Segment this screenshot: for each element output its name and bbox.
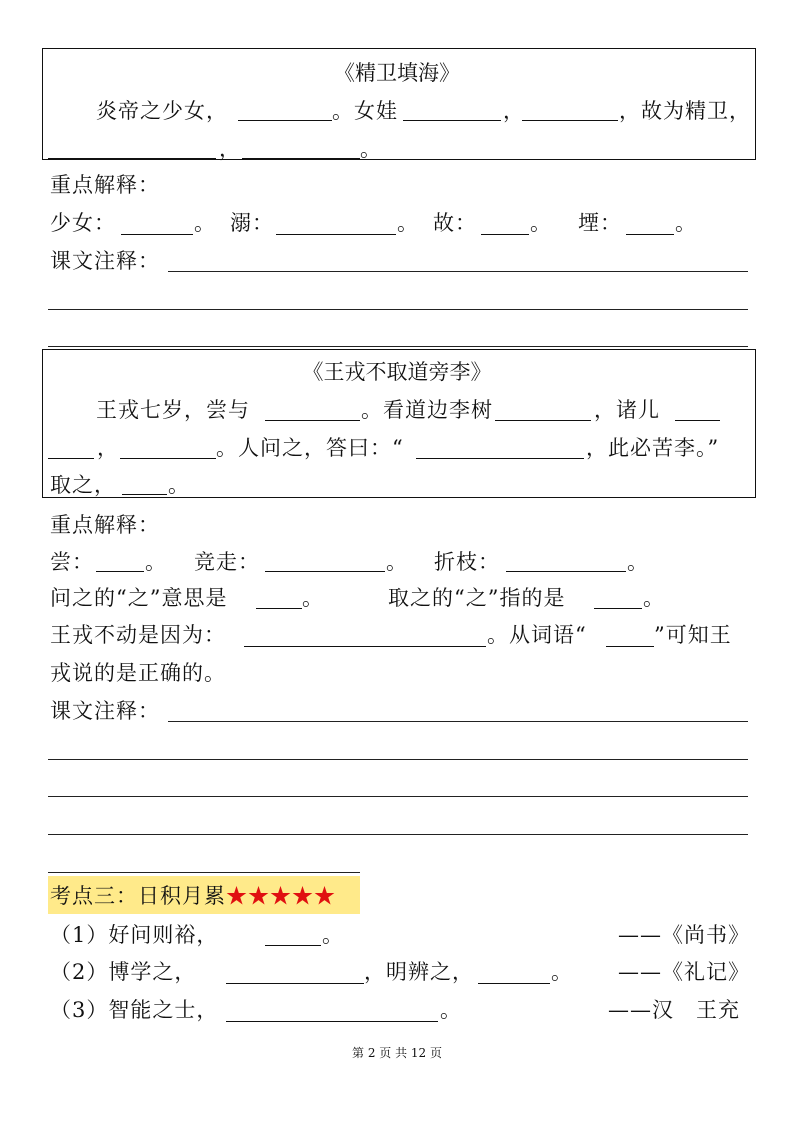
period: 。 — [386, 550, 408, 574]
blank-input[interactable] — [48, 458, 94, 459]
word-yin: 堙： — [578, 211, 622, 235]
wangrong-line1-a: 王戎七岁，尝与 — [96, 398, 250, 422]
key-explanation-heading: 重点解释： — [50, 513, 160, 537]
jingwei-title: 《精卫填海》 — [334, 61, 460, 85]
blank-input[interactable] — [256, 608, 302, 609]
annotation-writing-line[interactable] — [168, 271, 748, 272]
wangrong-line2-b: 。人问之，答曰：“ — [216, 436, 404, 460]
blank-input[interactable] — [242, 158, 360, 159]
blank-input[interactable] — [121, 234, 193, 235]
blank-input[interactable] — [481, 234, 529, 235]
annotation-writing-line[interactable] — [48, 346, 748, 347]
period: 。 — [675, 211, 697, 235]
period: 。 — [551, 960, 573, 984]
question-reason-a: 王戎不动是因为： — [50, 623, 226, 647]
question-wenzhi: 问之的“之”意思是 — [50, 586, 228, 610]
period: 。 — [145, 550, 167, 574]
word-gu: 故： — [433, 211, 477, 235]
item3-source: ——汉 王充 — [608, 998, 740, 1022]
period: 。 — [643, 586, 665, 610]
annotation-label: 课文注释： — [50, 249, 160, 273]
word-jingzou: 竞走： — [194, 550, 260, 574]
jingwei-line1-c: ， — [503, 99, 525, 123]
blank-input[interactable] — [265, 571, 385, 572]
blank-input[interactable] — [594, 608, 642, 609]
wangrong-line2-a: ， — [97, 436, 119, 460]
annotation-label: 课文注释： — [50, 699, 160, 723]
blank-input[interactable] — [265, 945, 321, 946]
jingwei-line1-b: 。女娃 — [332, 99, 398, 123]
section3-heading: 考点三：日积月累★★★★★ — [50, 884, 336, 908]
blank-input[interactable] — [478, 983, 550, 984]
rating-stars: ★★★★★ — [226, 884, 336, 908]
period: 。 — [322, 923, 344, 947]
period: 。 — [302, 586, 324, 610]
blank-input[interactable] — [495, 420, 591, 421]
wangrong-title: 《王戎不取道旁李》 — [302, 360, 492, 384]
jingwei-line1-a: 炎帝之少女， — [96, 99, 228, 123]
period: 。 — [627, 550, 649, 574]
blank-input[interactable] — [120, 458, 216, 459]
blank-input[interactable] — [238, 120, 332, 121]
blank-input[interactable] — [244, 646, 486, 647]
period: 。 — [397, 211, 419, 235]
annotation-writing-line[interactable] — [168, 721, 748, 722]
item1-text-a: （1）好问则裕， — [50, 923, 219, 947]
period: 。 — [440, 998, 462, 1022]
question-quzhi: 取之的“之”指的是 — [388, 586, 566, 610]
period: 。 — [194, 211, 216, 235]
wangrong-line3-a: 取之， — [50, 473, 116, 497]
blank-input[interactable] — [416, 458, 584, 459]
wangrong-line1-b: 。看道边李树 — [361, 398, 493, 422]
item2-text-a: （2）博学之， — [50, 960, 197, 984]
item1-source: ——《尚书》 — [618, 923, 750, 947]
key-explanation-heading: 重点解释： — [50, 173, 160, 197]
wangrong-line2-c: ，此必苦李。” — [586, 436, 720, 460]
wangrong-line3-b: 。 — [168, 473, 190, 497]
blank-input[interactable] — [675, 420, 720, 421]
blank-input[interactable] — [606, 646, 654, 647]
jingwei-line1-d: ，故为精卫， — [619, 99, 751, 123]
word-ni: 溺： — [230, 211, 274, 235]
wangrong-line1-c: ，诸儿 — [594, 398, 660, 422]
word-chang: 尝： — [50, 550, 94, 574]
word-shaonv: 少女： — [50, 211, 116, 235]
annotation-writing-line[interactable] — [48, 309, 748, 310]
blank-input[interactable] — [226, 983, 364, 984]
page-footer: 第 2 页 共 12 页 — [352, 1046, 442, 1060]
item3-text-a: （3）智能之士， — [50, 998, 219, 1022]
blank-input[interactable] — [506, 571, 626, 572]
blank-input[interactable] — [122, 494, 167, 495]
question-reason-c: ”可知王 — [654, 623, 732, 647]
annotation-writing-line[interactable] — [48, 834, 748, 835]
blank-input[interactable] — [522, 120, 618, 121]
annotation-writing-line[interactable] — [48, 759, 748, 760]
section-divider — [48, 872, 360, 873]
blank-input[interactable] — [265, 420, 360, 421]
annotation-writing-line[interactable] — [48, 796, 748, 797]
question-reason-d: 戎说的是正确的。 — [50, 661, 226, 685]
jingwei-line2-b: 。 — [360, 137, 382, 161]
blank-input[interactable] — [276, 234, 396, 235]
blank-input[interactable] — [403, 120, 501, 121]
period: 。 — [530, 211, 552, 235]
blank-input[interactable] — [626, 234, 674, 235]
blank-input[interactable] — [48, 158, 216, 159]
item2-text-b: ，明辨之， — [364, 960, 474, 984]
word-zhezhi: 折枝： — [434, 550, 500, 574]
blank-input[interactable] — [226, 1021, 438, 1022]
jingwei-line2-a: ， — [219, 137, 241, 161]
blank-input[interactable] — [96, 571, 144, 572]
question-reason-b: 。从词语“ — [487, 623, 587, 647]
item2-source: ——《礼记》 — [618, 960, 750, 984]
